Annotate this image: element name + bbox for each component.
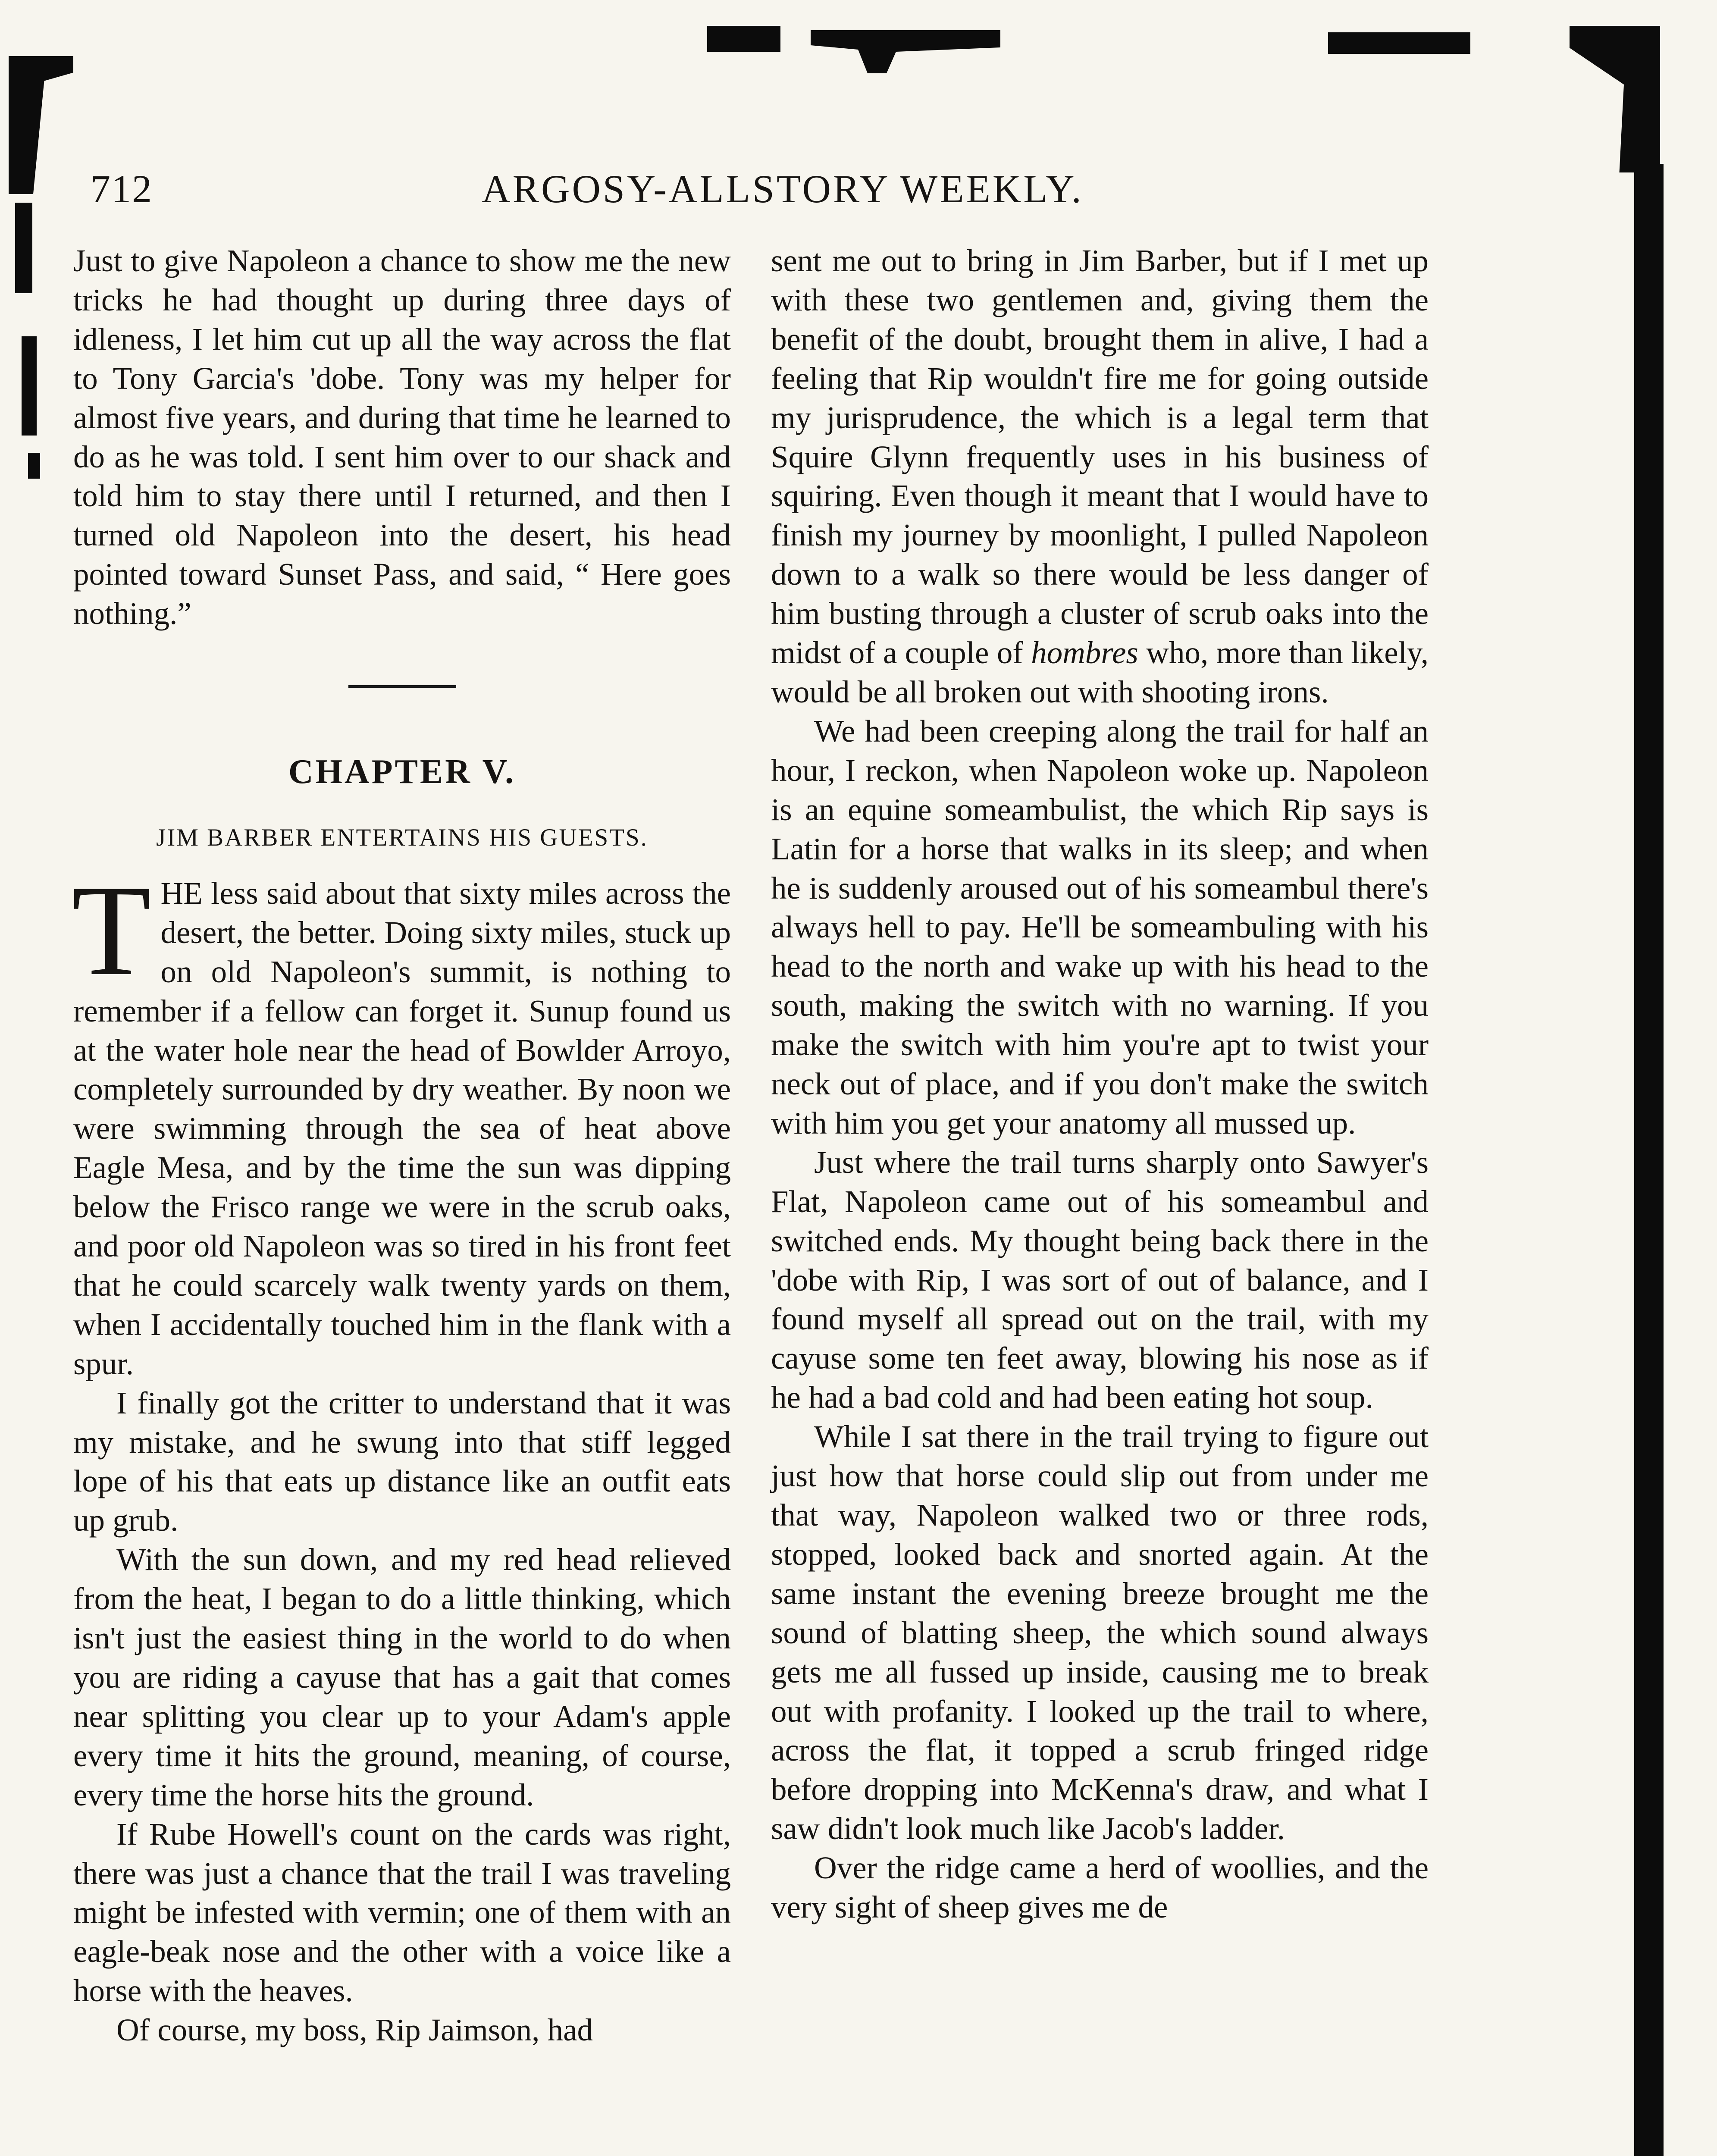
scan-edge-mark [1634, 164, 1664, 2156]
scan-edge-mark [15, 203, 32, 293]
scan-edge-mark [28, 453, 40, 479]
opening-paragraph [72, 858, 731, 1384]
paragraph: Just to give Napoleon a chance to show me the new tricks he had thought up during three days of idleness, I let him cut up all the way across the flat to Tony Garcia's 'dobe. Tony was my helper for almost five years, and during that time he learned to do as he was told. I sent him over to our shack and told him to stay there until I returned, and then I turned old Napoleon into the desert, his head pointed toward Sunset Pass, and said, “ Here goes nothing.” [73, 243, 731, 631]
section-divider [348, 685, 456, 688]
paragraph: If Rube Howell's count on the cards was right, there was just a chance that the trail I was traveling might be infested with vermin; one of them with an eagle-beak nose and the other with a voice like a horse with the heaves. [73, 1816, 731, 2009]
paragraph: Just where the trail turns sharply onto Sawyer's Flat, Napoleon came out of his someambul and switched ends. My thought being back there in the 'dobe with Rip, I was sort of out of balance, and I found myself all spread out on the trail, with my cayuse some ten feet away, blowing his nose as if he had a bad cold and had been eating hot soup. [771, 1144, 1429, 1415]
scan-edge-mark [1328, 32, 1470, 54]
paragraph-text: sent me out to bring in Jim Barber, but if I met up with these two gentlemen and, giving them the benefit of the doubt, brought them in alive, I had a feeling that Rip wouldn't fire me for going outside my jurisprudence, the which is a legal term that Squire Glynn frequently uses in his business of squiring. Even though it meant that I would have to finish my journey by moonlight, I pulled Napoleon down to a walk so there would be less danger of him busting through a cluster of scrub oaks into the midst of a couple of [771, 243, 1429, 671]
scan-edge-mark [1570, 26, 1660, 172]
scan-edge-mark [9, 56, 73, 194]
paragraph [771, 241, 1429, 712]
scan-edge-mark [811, 30, 1000, 73]
scan-edge-mark [707, 26, 780, 52]
right-column [771, 241, 1429, 1927]
paragraph: While I sat there in the trail trying to figure out just how that horse could slip out from under me that way, Napoleon walked two or three rods, stopped, looked back and snorted again. At the same instant the evening breeze brought me the sound of blatting sheep, the which sound always gets me all fussed up inside, causing me to break out with profanity. I looked up the trail to where, across the flat, it topped a scrub fringed ridge before dropping into McKenna's draw, and what I saw didn't look much like Jacob's ladder. [771, 1419, 1429, 1846]
paragraph: We had been creeping along the trail for half an hour, I reckon, when Napoleon woke up. Napoleon is an equine someambulist, the which Rip says is Latin for a horse that walks in its sleep; and when he is suddenly aroused out of his someambul there's always hell to pay. He'll be someambuling with his head to the north and wake up with his head to the south, making the switch with no warning. If you make the switch with him you're apt to twist your neck out of place, and if you don't make the switch with him you get your anatomy all mussed up. [771, 713, 1429, 1141]
paragraph: With the sun down, and my red head relieved from the heat, I began to do a little thinking, which isn't just the easiest thing in the world to do when you are riding a cayuse that has a gait that comes near splitting you clear up to your Adam's apple every time it hits the ground, meaning, of course, every time the horse hits the ground. [73, 1542, 731, 1812]
page-header [91, 166, 1475, 222]
paragraph: I finally got the critter to understand that it was my mistake, and he swung into that stiff legged lope of his that eats up distance like an outfit eats up grub. [73, 1385, 731, 1538]
left-column [73, 241, 731, 2050]
drop-cap: T [72, 858, 151, 1003]
running-title: ARGOSY-ALLSTORY WEEKLY. [482, 167, 1084, 211]
italic-word: hombres [1031, 635, 1138, 671]
page-number: 712 [91, 167, 153, 211]
opening-paragraph-text: HE less said about that sixty miles across the desert, the better. Doing sixty miles, stuck up on old Napoleon's summit, is nothing to remember if a fellow can forget it. Sunup found us at the water hole near the head of Bowlder Arroyo, completely surrounded by dry weather. By noon we were swimming through the sea of heat above Eagle Mesa, and by the time the sun was dipping below the Frisco range we were in the scrub oaks, and poor old Napoleon was so tired in his front feet that he could scarcely walk twenty yards on them, when I accidentally touched him in the flank with a spur. [73, 875, 731, 1381]
paragraph: Over the ridge came a herd of woollies, and the very sight of sheep gives me de [771, 1850, 1429, 1925]
chapter-subtitle: JIM BARBER ENTERTAINS HIS GUESTS. [156, 824, 648, 851]
scan-edge-mark [22, 336, 37, 436]
paragraph-text: who, more than likely, would be all broken out with shooting irons. [771, 635, 1429, 709]
chapter-heading: CHAPTER V. [288, 753, 516, 791]
paragraph: Of course, my boss, Rip Jaimson, had [116, 2012, 593, 2048]
